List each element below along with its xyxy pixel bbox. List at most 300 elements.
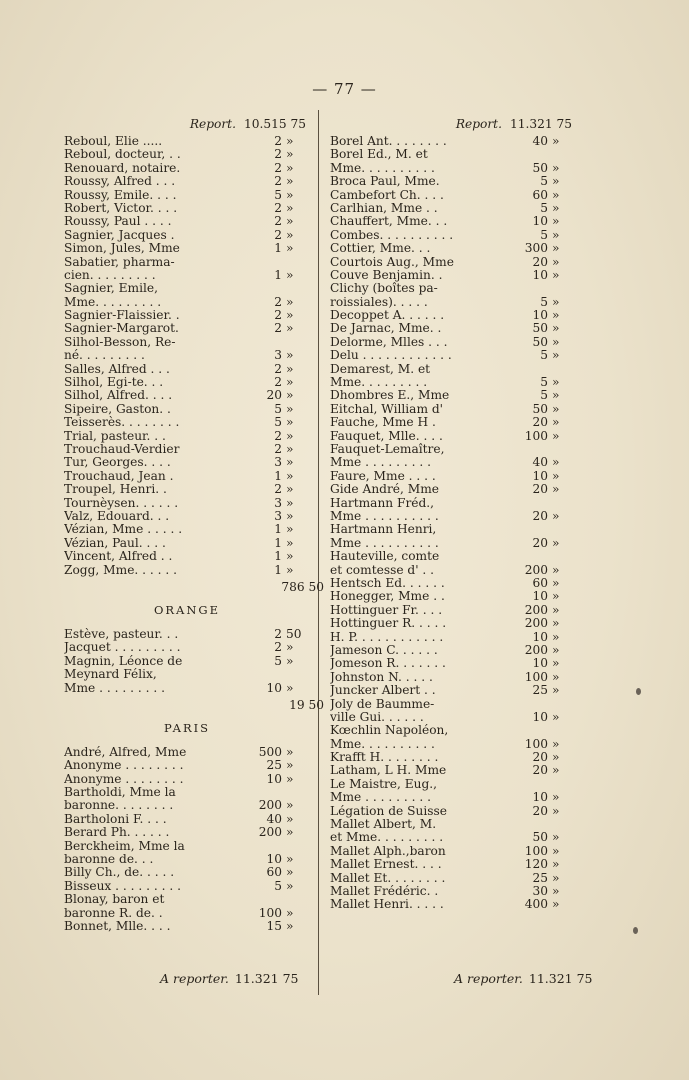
orange-entry (64, 668, 310, 695)
donation-amount: 1 (274, 241, 282, 256)
donation-amount: 3 (274, 495, 282, 510)
donation-cents: » (286, 388, 294, 403)
right-entry (330, 269, 576, 282)
right-entry (330, 282, 576, 309)
donation-amount: 2 (274, 133, 282, 148)
donation-cents: » (552, 656, 560, 671)
donation-amount: 2 (274, 361, 282, 376)
right-entry (330, 698, 576, 725)
left-entry (64, 470, 310, 483)
left-entry (64, 443, 310, 456)
right-entry (330, 765, 576, 778)
right-entry (330, 443, 576, 470)
section-heading-paris: PARIS (163, 720, 211, 735)
donation-amount: 5 (274, 401, 282, 416)
donation-cents: » (552, 401, 560, 416)
donation-cents: » (286, 428, 294, 443)
paris-entry-list (64, 746, 310, 934)
donor-name: Clichy (boîtes pa- roissiales). . . . . (330, 282, 438, 309)
right-entry (330, 189, 576, 202)
paper-blemish (633, 927, 638, 934)
donor-name: Le Maistre, Eug., Mme . . . . . . . . . (330, 777, 438, 805)
left-entry (64, 215, 310, 228)
donor-name: Vincent, Alfred . . (64, 550, 173, 564)
donation-cents: » (552, 294, 560, 309)
right-entry (330, 483, 576, 496)
donor-name: Cottier, Mme. . . (330, 242, 431, 256)
donor-name: Sipeire, Gaston. . (64, 402, 171, 416)
donor-name: Robert, Victor. . . . (64, 201, 178, 215)
donation-amount: 3 (274, 508, 282, 523)
donor-name: Reboul, docteur, . . (64, 148, 181, 162)
donor-name: Latham, L H. Mme (330, 764, 447, 778)
right-entry (330, 389, 576, 402)
left-entry (64, 256, 310, 283)
right-entry (330, 590, 576, 603)
right-carry-label: Report. (455, 117, 502, 131)
left-entry (64, 416, 310, 429)
donor-name: Chauffert, Mme. . . (330, 215, 448, 229)
right-entry (330, 604, 576, 617)
donation-cents: » (286, 401, 294, 416)
donor-name: Fauquet-Lemaître, Mme . . . . . . . . . (330, 443, 445, 470)
right-carry-forward (330, 116, 576, 133)
donation-cents: » (286, 147, 294, 162)
donation-cents: » (286, 562, 294, 577)
donation-amount: 3 (274, 455, 282, 470)
right-entry (330, 336, 576, 349)
donor-name: Billy Ch., de. . . . . (64, 866, 175, 880)
donation-amount: 10 (532, 656, 548, 671)
donation-cents: » (552, 160, 560, 175)
donor-name: Faure, Mme . . . . (330, 469, 436, 483)
donation-amount: 2 (274, 321, 282, 336)
left-entry (64, 189, 310, 202)
donation-amount: 10 (532, 790, 548, 805)
donor-name: Hottinguer Fr. . . . (330, 603, 443, 617)
left-entry (64, 363, 310, 376)
right-reporter-label: A reporter. (454, 971, 523, 986)
donor-name: Joly de Baumme- ville Gui. . . . . . (330, 697, 435, 724)
donation-amount: 20 (532, 750, 548, 765)
left-carry-forward (64, 116, 310, 133)
donation-amount: 10 (266, 680, 282, 695)
right-entry (330, 657, 576, 670)
donation-amount: 2 (274, 626, 282, 641)
donation-amount: 1 (274, 549, 282, 564)
left-entry (64, 497, 310, 510)
donation-amount: 2 (274, 428, 282, 443)
donation-amount: 400 (524, 897, 548, 912)
donor-name: Fauche, Mme H . (330, 416, 436, 430)
donation-cents: » (552, 683, 560, 698)
orange-entry (64, 655, 310, 668)
donation-cents: » (552, 736, 560, 751)
donor-name: André, Alfred, Mme (64, 745, 187, 759)
donor-name: Roussy, Paul . . . . (64, 215, 172, 229)
donation-cents: » (552, 468, 560, 483)
right-entry (330, 309, 576, 322)
donor-name: Mallet Et. . . . . . . . (330, 871, 446, 885)
left-entry (64, 564, 310, 577)
orange-entry-list (64, 628, 310, 695)
donation-amount: 200 (524, 616, 548, 631)
donation-cents: » (286, 522, 294, 537)
donation-amount: 1 (274, 522, 282, 537)
donation-cents: » (552, 415, 560, 430)
donation-cents: » (552, 897, 560, 912)
donation-cents: » (286, 771, 294, 786)
donor-name: Mallet Frédéric. . (330, 885, 439, 899)
donor-name: Delorme, Mlles . . . (330, 335, 448, 349)
right-entry (330, 872, 576, 885)
donation-amount: 10 (532, 308, 548, 323)
right-entry (330, 175, 576, 188)
donation-amount: 300 (524, 241, 548, 256)
donation-cents: » (286, 495, 294, 510)
donor-name: Silhol, Alfred. . . . (64, 389, 173, 403)
right-entry (330, 631, 576, 644)
donation-cents: » (552, 589, 560, 604)
donation-cents: » (286, 640, 294, 655)
donation-amount: 20 (532, 535, 548, 550)
donation-cents: » (286, 294, 294, 309)
donation-cents: » (552, 267, 560, 282)
right-carry-amount: 11.321 75 (509, 117, 572, 131)
donation-amount: 2 (274, 214, 282, 229)
donation-cents: » (286, 744, 294, 759)
left-entry (64, 282, 310, 309)
donation-cents: » (552, 348, 560, 363)
donation-cents: » (286, 919, 294, 934)
left-entry (64, 510, 310, 523)
donation-amount: 200 (258, 798, 282, 813)
donation-cents: » (286, 653, 294, 668)
right-entry (330, 858, 576, 871)
donor-name: Mallet Albert, M. et Mme. . . . . . . . . (330, 818, 444, 845)
donor-name: Honegger, Mme . . (330, 590, 445, 604)
donor-name: Tur, Georges. . . . (64, 456, 171, 470)
right-reporter-amount: 11.321 75 (528, 971, 593, 986)
right-entry (330, 349, 576, 362)
donor-name: Decoppet A. . . . . . (330, 309, 445, 323)
donation-cents: » (552, 509, 560, 523)
donation-amount: 10 (266, 771, 282, 786)
donation-amount: 30 (532, 884, 548, 899)
subtotal-2: 19 50 (289, 697, 324, 712)
donation-amount: 20 (532, 482, 548, 497)
donor-name: Tournèysen. . . . . . (64, 496, 179, 510)
donor-name: Sabatier, pharma- cien. . . . . . . . . (64, 255, 175, 282)
donation-cents: » (552, 616, 560, 631)
donor-name: Krafft H. . . . . . . . (330, 751, 439, 765)
donation-cents: » (552, 321, 560, 336)
donation-amount: 2 (274, 227, 282, 242)
right-reporter (454, 970, 593, 988)
right-entry (330, 845, 576, 858)
donor-name: Courtois Aug., Mme (330, 255, 454, 269)
donation-cents: » (286, 878, 294, 893)
right-entry (330, 470, 576, 483)
donation-cents: » (286, 200, 294, 215)
right-entry (330, 617, 576, 630)
donation-amount: 1 (274, 468, 282, 483)
donor-name: Berckheim, Mme la baronne de. . . (64, 839, 185, 867)
donor-name: Sagnier-Flaissier. . (64, 309, 180, 323)
donor-name: Simon, Jules, Mme (64, 242, 180, 256)
donor-name: Borel Ed., M. et Mme. . . . . . . . . . (330, 148, 435, 175)
subtotal-1: 786 50 (281, 579, 324, 594)
donor-name: Hartmann Fréd., Mme . . . . . . . . . . (330, 496, 439, 523)
donation-cents: » (552, 870, 560, 885)
left-entry (64, 403, 310, 416)
donation-amount: 20 (532, 254, 548, 269)
donor-name: Demarest, M. et Mme. . . . . . . . . (330, 362, 431, 390)
donation-cents: » (286, 455, 294, 470)
donation-cents: » (552, 482, 560, 497)
right-entry (330, 323, 576, 336)
donation-amount: 100 (524, 669, 548, 684)
donation-cents: » (552, 562, 560, 577)
left-entry (64, 483, 310, 496)
donation-amount: 50 (532, 830, 548, 845)
donation-cents: » (552, 388, 560, 403)
donation-cents: » (552, 535, 560, 550)
donation-amount: 1 (274, 267, 282, 282)
donation-cents: » (286, 187, 294, 202)
donation-cents: » (286, 811, 294, 826)
donation-cents: » (552, 227, 560, 242)
left-entry (64, 229, 310, 242)
donation-cents: » (552, 602, 560, 617)
donation-cents: » (552, 308, 560, 323)
left-carry-amount: 10.515 75 (243, 117, 306, 131)
donation-amount: 100 (524, 428, 548, 443)
donation-cents: » (552, 133, 560, 148)
paris-entry (64, 813, 310, 826)
donor-name: Silhol-Besson, Re- né. . . . . . . . . (64, 335, 176, 363)
donation-cents: » (286, 468, 294, 483)
left-reporter-amount: 11.321 75 (234, 971, 299, 986)
donor-name: Reboul, Elie ..... (64, 134, 163, 148)
donation-amount: 10 (532, 709, 548, 724)
donor-name: Meynard Félix, Mme . . . . . . . . . (64, 668, 165, 695)
donation-amount: 100 (524, 736, 548, 751)
donation-cents: » (552, 187, 560, 202)
donation-cents: » (552, 857, 560, 872)
column-divider (318, 110, 319, 995)
right-entry (330, 256, 576, 269)
donation-amount: 2 (274, 640, 282, 655)
donation-cents: » (552, 575, 560, 590)
right-entry (330, 644, 576, 657)
donation-amount: 5 (540, 227, 548, 242)
donor-name: Blonay, baron et baronne R. de. . (64, 893, 165, 920)
paris-entry (64, 920, 310, 933)
donation-amount: 5 (274, 415, 282, 430)
donation-cents: » (552, 803, 560, 818)
paris-entry (64, 826, 310, 839)
right-column (330, 116, 576, 912)
donation-amount: 10 (532, 267, 548, 282)
right-entry (330, 403, 576, 416)
donation-amount: 10 (532, 468, 548, 483)
donor-name: Mallet Alph.,baron (330, 844, 446, 858)
donation-cents: » (552, 750, 560, 765)
right-entry (330, 577, 576, 590)
donor-name: Jameson C. . . . . . (330, 643, 438, 657)
donor-name: Johnston N. . . . . (330, 670, 433, 684)
paris-entry (64, 880, 310, 893)
left-carry-label: Report. (189, 117, 236, 131)
right-entry (330, 751, 576, 764)
donation-amount: 5 (274, 653, 282, 668)
right-entry (330, 430, 576, 443)
donation-amount: 20 (532, 763, 548, 778)
donation-cents: » (552, 843, 560, 858)
donor-name: De Jarnac, Mme. . (330, 322, 442, 336)
donor-name: Sagnier, Jacques . (64, 228, 175, 242)
donation-cents: » (552, 455, 560, 470)
donor-name: Troupel, Henri. . (64, 483, 167, 497)
donor-name: Delu . . . . . . . . . . . . (330, 349, 452, 363)
donation-cents: » (286, 905, 294, 920)
donation-cents: » (286, 160, 294, 175)
donor-name: Hentsch Ed. . . . . . (330, 576, 445, 590)
donation-cents: » (286, 758, 294, 773)
donor-name: Combes. . . . . . . . . . (330, 228, 454, 242)
donor-name: Valz, Edouard. . . (64, 509, 170, 523)
paris-entry (64, 866, 310, 879)
donation-cents: » (552, 709, 560, 724)
right-entry (330, 684, 576, 697)
donor-name: Sagnier-Margarot. (64, 322, 179, 336)
donation-amount: 40 (532, 455, 548, 470)
donation-cents: » (286, 133, 294, 148)
donation-amount: 10 (532, 629, 548, 644)
donor-name: Anonyme . . . . . . . . (64, 772, 184, 786)
donation-cents: » (286, 174, 294, 189)
paper-blemish (636, 688, 641, 695)
donation-cents: » (286, 442, 294, 457)
donation-cents: » (552, 254, 560, 269)
donor-name: Borel Ant. . . . . . . . (330, 134, 447, 148)
donation-cents: » (286, 321, 294, 336)
donation-cents: » (552, 790, 560, 805)
donation-amount: 2 (274, 375, 282, 390)
donor-name: Bartholoni F. . . . (64, 812, 167, 826)
left-entry (64, 309, 310, 322)
right-entry (330, 550, 576, 577)
donation-cents: » (286, 798, 294, 813)
donation-amount: 25 (532, 870, 548, 885)
right-entry (330, 818, 576, 845)
donation-amount: 200 (524, 642, 548, 657)
page-number: — 77 — (312, 80, 377, 98)
right-entry (330, 416, 576, 429)
left-entry (64, 336, 310, 363)
donor-name: Trial, pasteur. . . (64, 429, 166, 443)
orange-entry (64, 641, 310, 654)
left-reporter-label: A reporter. (160, 971, 229, 986)
donation-amount: 200 (524, 602, 548, 617)
donation-cents: » (552, 214, 560, 229)
right-entry (330, 724, 576, 751)
donor-name: Légation de Suisse (330, 804, 447, 818)
donation-amount: 1 (274, 535, 282, 550)
right-entry (330, 898, 576, 911)
donor-name: Vézian, Mme . . . . . (64, 523, 183, 537)
donor-name: Hauteville, comte et comtesse d' . . (330, 550, 440, 577)
donation-cents: » (552, 334, 560, 349)
donor-name: Trouchaud, Jean . (64, 469, 174, 483)
right-entry (330, 202, 576, 215)
donor-name: Magnin, Léonce de (64, 654, 183, 668)
donation-cents: » (286, 214, 294, 229)
donation-cents: » (552, 763, 560, 778)
paris-entry (64, 786, 310, 813)
right-entry (330, 885, 576, 898)
donation-amount: 5 (540, 200, 548, 215)
right-entry-list (330, 135, 576, 912)
donor-name: Zogg, Mme. . . . . . (64, 563, 178, 577)
donation-amount: 100 (258, 905, 282, 920)
donation-amount: 50 (532, 321, 548, 336)
donation-cents: » (286, 865, 294, 880)
paris-entry (64, 773, 310, 786)
right-entry (330, 523, 576, 550)
donation-amount: 120 (524, 857, 548, 872)
left-entry (64, 323, 310, 336)
donor-name: Bisseux . . . . . . . . . (64, 879, 182, 893)
left-column (64, 116, 324, 934)
donation-amount: 3 (274, 348, 282, 363)
donation-cents: » (552, 428, 560, 443)
donation-cents: » (286, 375, 294, 390)
donor-name: Mallet Henri. . . . . (330, 898, 444, 912)
donation-cents: » (552, 375, 560, 390)
donor-name: Mallet Ernest. . . . (330, 858, 442, 872)
donation-cents: » (286, 535, 294, 550)
right-entry (330, 148, 576, 175)
donation-amount: 20 (266, 388, 282, 403)
donor-name: Jomeson R. . . . . . . (330, 657, 446, 671)
left-entry-list (64, 135, 310, 577)
donor-name: Cambefort Ch. . . . (330, 188, 444, 202)
donation-cents: » (286, 680, 294, 695)
donation-cents: » (286, 348, 294, 363)
donor-name: Vézian, Paul. . . . (64, 536, 166, 550)
donation-cents: » (552, 241, 560, 256)
donation-amount: 2 (274, 200, 282, 215)
donation-amount: 2 (274, 482, 282, 497)
donation-amount: 25 (266, 758, 282, 773)
donation-amount: 5 (540, 174, 548, 189)
donation-amount: 1 (274, 562, 282, 577)
donation-amount: 25 (532, 683, 548, 698)
right-entry (330, 497, 576, 524)
left-entry (64, 202, 310, 215)
donor-name: Sagnier, Emile, Mme. . . . . . . . . (64, 282, 162, 309)
donation-amount: 5 (540, 294, 548, 309)
donation-amount: 2 (274, 147, 282, 162)
donation-amount: 2 (274, 308, 282, 323)
donation-amount: 5 (274, 878, 282, 893)
right-entry (330, 805, 576, 818)
donor-name: Anonyme . . . . . . . . (64, 759, 184, 773)
donation-amount: 5 (540, 348, 548, 363)
donor-name: Bartholdi, Mme la baronne. . . . . . . . (64, 786, 176, 813)
